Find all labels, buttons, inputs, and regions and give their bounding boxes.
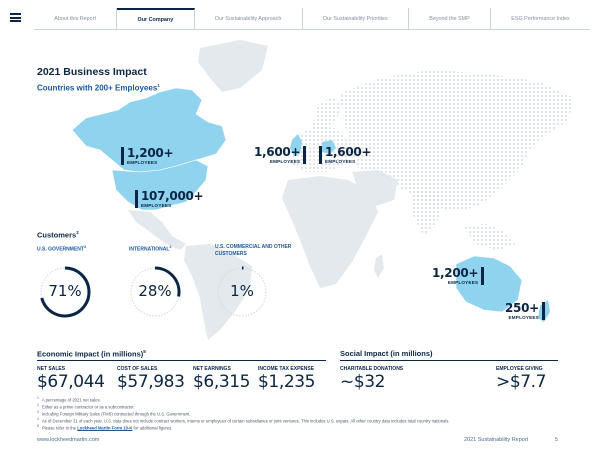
tab-bar — [34, 8, 590, 30]
callout-canada — [121, 147, 173, 165]
callout-poland-value: 1,600+ — [325, 145, 372, 159]
customer-label-us-gov: U.S. GOVERNMENT$^3$ — [37, 245, 86, 253]
callout-australia-value: 1,200+ — [432, 266, 479, 280]
top-navigation — [0, 8, 600, 30]
southeast-asia-shape — [462, 224, 516, 250]
callout-uk — [254, 146, 306, 164]
cost-of-sales-value: $57,983 — [117, 372, 185, 392]
callout-new-zealand-label: EMPLOYEES — [508, 315, 539, 320]
tab-esg-index[interactable]: ESG Performance Index — [511, 15, 570, 22]
countries-subtitle: Countries with 200+ Employees$^1$ — [37, 83, 160, 93]
callout-poland-label: EMPLOYEES — [325, 159, 356, 164]
tab-sustainability-approach[interactable]: Our Sustainability Approach — [195, 8, 303, 29]
cost-of-sales-label: COST OF SALES — [117, 366, 158, 372]
footnote-3: $^3$ Including Foreign Military Sales (FMS) contracted through the U.S. Government. — [37, 409, 191, 417]
charitable-donations-label: CHARITABLE DONATIONS — [340, 366, 404, 372]
callout-new-zealand — [505, 302, 545, 320]
footnotes — [37, 396, 597, 431]
footnote-5: $^5$ Please refer to the Lockheed Martin Form 10-K for additional figures. — [37, 423, 173, 431]
income-tax-value: $1,235 — [258, 372, 316, 392]
callout-new-zealand-value: 250+ — [505, 301, 539, 315]
callout-canada-value: 1,200+ — [127, 146, 174, 160]
income-tax-label: INCOME TAX EXPENSE — [258, 366, 315, 372]
callout-australia — [432, 267, 484, 285]
tab-our-company[interactable]: Our Company — [117, 8, 194, 29]
net-earnings-value: $6,315 — [193, 372, 251, 392]
charitable-donations-value: ~$32 — [340, 372, 386, 392]
donut-us-gov-value: 71% — [48, 282, 82, 300]
footer-report-name: 2021 Sustainability Report — [464, 437, 529, 443]
customer-label-international: INTERNATIONAL$^4$ — [129, 245, 172, 253]
form-10k-link[interactable]: Lockheed Martin Form 10-K — [77, 425, 133, 431]
footer-page-number: 5 — [555, 437, 559, 443]
employee-giving-label: EMPLOYEE GIVING — [496, 366, 543, 372]
madagascar-shape — [374, 254, 384, 278]
footnote-4: $^4$ As of December 31 of each year. U.S. data does not include contract workers, interns or employees of certain subsidiaries or joint ventures. This includes U.S. expats. All other country data includes total country nationals. — [37, 416, 450, 424]
page-title: 2021 Business Impact — [37, 66, 147, 78]
social-impact-title: Social Impact (in millions) — [340, 349, 433, 358]
footnote-1: $^1$ A percentage of 2021 net sales. — [37, 396, 101, 403]
callout-us-value: 107,000+ — [141, 189, 204, 203]
net-sales-label: NET SALES — [37, 366, 66, 372]
customers-title: Customers$^2$ — [37, 230, 79, 240]
net-earnings-label: NET EARNINGS — [193, 366, 231, 372]
customer-label-commercial: U.S. COMMERCIAL AND OTHER CUSTOMERS — [215, 244, 292, 257]
economic-divider — [37, 360, 326, 361]
scandinavia-shape — [312, 96, 342, 130]
tab-about-report[interactable]: About this Report — [34, 8, 117, 29]
callout-canada-label: EMPLOYEES — [127, 160, 158, 165]
greenland-shape — [198, 40, 268, 92]
tab-sustainability-priorities[interactable]: Our Sustainability Priorities — [303, 8, 409, 29]
footer-url[interactable]: www.lockheedmartin.com — [37, 437, 100, 443]
donut-commercial-value: 1% — [230, 282, 254, 300]
tab-beyond-smp[interactable]: Beyond the SMP — [409, 8, 491, 29]
net-sales-value: $67,044 — [37, 372, 105, 392]
callout-poland — [319, 146, 371, 164]
callout-uk-value: 1,600+ — [254, 145, 301, 159]
employee-giving-value: >$7.7 — [496, 372, 547, 392]
callout-australia-label: EMPLOYEES — [447, 280, 479, 285]
donut-international-value: 28% — [138, 282, 172, 300]
callout-us — [135, 190, 203, 208]
menu-icon[interactable] — [10, 13, 21, 22]
footnote-2: $^2$ Either as a prime contractor or as a subcontractor. — [37, 402, 135, 410]
economic-impact-title: Economic Impact (in millions)$^5$ — [37, 349, 146, 359]
social-divider — [340, 360, 558, 361]
callout-us-label: EMPLOYEES — [141, 203, 172, 208]
callout-uk-label: EMPLOYEES — [269, 159, 301, 164]
